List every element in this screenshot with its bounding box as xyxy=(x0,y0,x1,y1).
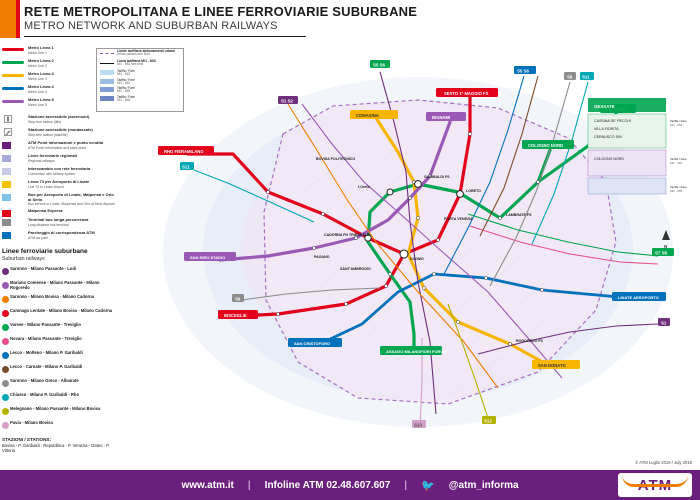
inset-villa-fiorita[interactable]: VILLA FIORITA xyxy=(594,127,619,131)
coach-terminal-label: Terminal bus lunga percorrenza xyxy=(28,217,89,222)
legend-bus-73 xyxy=(0,178,120,191)
hub-centrale[interactable]: GARIBALDI FS xyxy=(424,175,450,179)
s2-dot xyxy=(2,282,9,289)
airport-bus-icon xyxy=(2,194,11,201)
s8-dot xyxy=(2,366,9,373)
hub-bovisa[interactable]: BOVISA POLITECNICO xyxy=(316,157,356,161)
bus-73-sublabel: Line 73 to Linate Airport xyxy=(28,184,64,189)
legend-regional-railways xyxy=(0,152,120,165)
regional-rail-label: Linee ferroviarie regionali xyxy=(28,153,77,158)
fare-limit-sublabel: Mi1 - Mi3 fare limit xyxy=(117,61,144,66)
inset-cologno-nord[interactable]: COLOGNO NORD xyxy=(594,157,624,161)
list-item xyxy=(0,321,120,335)
list-item xyxy=(0,335,120,349)
legend-step-free-stairlifts xyxy=(0,126,120,139)
m2-sublabel: Metro Line 2 xyxy=(28,63,47,68)
s5-name: Varese - Milano Passante - Treviglio xyxy=(10,322,81,327)
legend-malpensa-express xyxy=(0,207,120,216)
fare-mi4-swatch xyxy=(100,79,114,84)
bus-73-icon xyxy=(2,181,11,188)
infoline-text: Infoline ATM 02.48.607.607 xyxy=(264,479,391,491)
s4-dot xyxy=(2,310,9,317)
atm-point-icon xyxy=(2,142,11,149)
coach-terminal-icon xyxy=(2,219,11,226)
s4-name: Camnago Lentate - Milano Bovisa - Milano Cadorna xyxy=(10,308,113,313)
hub-duomo[interactable]: DUOMO xyxy=(410,257,424,261)
regional-rail-sublabel: Regional railways xyxy=(28,158,55,163)
s2-name: Mariano Comense - Milano Passante - Milano Rogoredo xyxy=(10,280,100,290)
s3-dot xyxy=(2,296,9,303)
metro-map[interactable] xyxy=(118,42,700,446)
s13-dot xyxy=(2,422,9,429)
edge-marker-s12: S12 xyxy=(484,418,492,424)
inset-fare-1-sub: Mi1 - Mi3 xyxy=(670,123,683,127)
atm-logo[interactable] xyxy=(618,473,692,497)
regional-rail-icon xyxy=(2,155,11,162)
terminal-bisceglie[interactable]: BISCEGLIE xyxy=(224,313,247,318)
m2-color-swatch xyxy=(2,61,24,64)
m3-label: Metro Linea 3 xyxy=(28,71,54,76)
s7-dot xyxy=(2,352,9,359)
terminal-san-siro[interactable]: SAN SIRO STADIO xyxy=(190,255,226,260)
copyright-notice: © ATM Luglio 2019 / July 2019 xyxy=(635,459,692,465)
s11-name: Chiasso - Milano P. Garibaldi - Rho xyxy=(10,392,80,397)
s1-name: Saronno - Milano Passante - Lodi xyxy=(10,266,77,271)
suburban-title-en: Suburban railways xyxy=(2,256,45,262)
rail-interchange-label: Interscambio con rete ferroviaria xyxy=(28,166,91,171)
atm-logo-text: ATM xyxy=(637,476,673,494)
hub-rogoredo[interactable]: ROGOREDO FS xyxy=(516,339,543,343)
fare-mi5-swatch xyxy=(100,87,114,92)
svg-text:N: N xyxy=(664,244,668,249)
m2-label: Metro Linea 2 xyxy=(28,58,54,63)
m4-sublabel: Metro Line 4 xyxy=(28,89,47,94)
park-and-ride-sublabel: ATM car park xyxy=(28,235,49,240)
fare-limit-swatch xyxy=(100,63,114,64)
inset-fare-3: Tariffa / Fare xyxy=(670,185,687,189)
s3-name: Saronno - Milano Bovisa - Milano Cadorna xyxy=(10,294,94,299)
edge-marker-s5-s6: S5 S6 xyxy=(373,62,385,68)
fare-mi3-swatch xyxy=(100,70,114,75)
m1-label: Metro Linea 1 xyxy=(28,45,54,50)
stations-title: STAZIONI / STATIONS: xyxy=(2,437,51,442)
inset-fare-1: Tariffa / Fare xyxy=(670,119,687,123)
park-and-ride-icon xyxy=(2,232,11,239)
terminal-linate[interactable]: LINATE AEROPORTO xyxy=(618,295,659,300)
page-header xyxy=(0,0,700,38)
malpensa-express-label: Malpensa Express xyxy=(28,208,63,213)
edge-marker-s9: S9 xyxy=(567,74,573,80)
lift-icon xyxy=(4,115,12,123)
inset-gessate[interactable]: GESSATE xyxy=(594,104,615,109)
terminal-bignami[interactable]: BIGNAMI xyxy=(432,115,451,120)
edge-marker-s11-west: S11 xyxy=(182,164,190,170)
urban-limit-label: Limite tariffario abbonamenti urbani xyxy=(117,49,176,53)
s7-name: Lecco - Molteno - Milano P. Garibaldi xyxy=(10,350,83,355)
s13-name: Pavia - Milano Bovisa xyxy=(10,420,53,425)
terminal-cologno-nord[interactable]: COLOGNO NORD xyxy=(528,143,564,148)
s9-name: Saronno - Milano Greco - Albairate xyxy=(10,378,79,383)
edge-marker-s11: S11 xyxy=(582,74,590,80)
fare-mi5-label: Tariffa / Fare xyxy=(117,86,135,90)
urban-limit-sublabel: Urban passes fare limit xyxy=(117,52,150,57)
list-item xyxy=(0,377,120,391)
fare-mi6-sublabel: Mi1 - Mi6 xyxy=(117,97,131,102)
footer-divider-2: | xyxy=(404,479,408,491)
fare-mi5-sublabel: Mi1 - Mi5 xyxy=(117,89,131,94)
hub-cadorna[interactable]: CADORNA FN TRIENNALE xyxy=(324,233,370,237)
twitter-handle[interactable]: @atm_informa xyxy=(448,479,519,491)
fare-mi3-sublabel: Mi1 - Mi3 xyxy=(117,72,131,77)
inset-fare-3-sub: Mi1 - Mi5 xyxy=(670,189,683,193)
airport-bus-label: Bus per Aeroporto di Linate, Malpensa e Orio al Serio xyxy=(28,192,114,202)
s6-name: Novara - Milano Passante - Treviglio xyxy=(10,336,82,341)
list-item xyxy=(0,363,120,377)
m4-label: Metro Linea 4 xyxy=(28,84,54,89)
legend-rail-interchange xyxy=(0,165,120,178)
legend-step-free-lifts xyxy=(0,113,120,126)
terminal-sesto[interactable]: SESTO 1° MAGGIO FS xyxy=(444,91,489,96)
s12-dot xyxy=(2,408,9,415)
stations-text: Bovisa - P. Garibaldi - Repubblica - P. Venezia - Dateo - P. Vittoria xyxy=(2,443,110,453)
hub-pagano[interactable]: PAGANO xyxy=(314,255,330,259)
s9-dot xyxy=(2,380,9,387)
footer-divider-1: | xyxy=(247,479,251,491)
terminal-rho[interactable]: RHO FIERAMILANO xyxy=(164,149,204,154)
rail-interchange-sublabel: Connection with railway system xyxy=(28,171,76,176)
inset-cernusco[interactable]: CERNUSCO S/N xyxy=(594,135,622,139)
s12-name: Melegnano - Milano Passante - Milano Bovisa xyxy=(10,406,101,411)
edge-marker-s1-south: S1 xyxy=(661,320,667,326)
step-free-stairlifts-label: Stazione accessibile (montascale) xyxy=(28,127,93,132)
hub-lambrate[interactable]: LAMBRATE FS xyxy=(506,213,532,217)
step-free-lifts-label: Stazione accessibile (ascensori) xyxy=(28,114,90,119)
legend-atm-point xyxy=(0,139,120,152)
edge-marker-s13: S13 xyxy=(414,422,422,428)
list-item xyxy=(0,307,120,321)
s8-name: Lecco - Carnate - Milano P. Garibaldi xyxy=(10,364,83,369)
terminal-san-donato[interactable]: SAN DONATO xyxy=(538,363,566,368)
hub-loreto[interactable]: LORETO xyxy=(466,189,481,193)
hub-santambrogio[interactable]: SANT'AMBROGIO xyxy=(340,267,371,271)
legend-park-and-ride xyxy=(0,229,120,242)
website-link[interactable]: www.atm.it xyxy=(181,479,234,491)
fare-mi6-swatch xyxy=(100,96,114,101)
step-free-lifts-sublabel: Step-free station (lifts) xyxy=(28,119,62,124)
fare-mi4-label: Tariffa / Fare xyxy=(117,77,135,82)
header-divider xyxy=(24,36,306,37)
terminal-assago[interactable]: ASSAGO MILANOFIORI FORUM xyxy=(386,349,447,354)
m5-sublabel: Metro Line 5 xyxy=(28,102,47,107)
edge-marker-s7-s8: S5 S6 xyxy=(517,68,529,74)
atm-point-label: ATM Point informazioni e punto vendita xyxy=(28,140,104,145)
list-item xyxy=(0,419,120,433)
page-footer xyxy=(0,470,700,500)
inset-cassina[interactable]: CASSINA DE' PECCHI xyxy=(594,119,631,123)
fare-mi3-label: Tariffa / Fare xyxy=(117,69,135,73)
list-item xyxy=(0,265,120,279)
s11-dot xyxy=(2,394,9,401)
terminal-san-cristoforo[interactable]: SAN CRISTOFORO xyxy=(294,341,331,346)
m3-sublabel: Metro Line 3 xyxy=(28,76,47,81)
airport-bus-sublabel: Bus service to Linate, Malpensa and Orio al Serio Airports xyxy=(28,202,115,206)
list-item xyxy=(0,279,120,293)
m1-color-swatch xyxy=(2,48,24,51)
fare-mi4-sublabel: Mi1 - Mi4 xyxy=(117,80,131,85)
step-free-stairlifts-sublabel: Step-free station (stairlifts) xyxy=(28,132,68,137)
s6-dot xyxy=(2,338,9,345)
fare-mi6-label: Tariffa / Fare xyxy=(117,94,135,99)
list-item xyxy=(0,293,120,307)
legend-coach-terminal xyxy=(0,216,120,229)
inset-fare-2: Tariffa / Fare xyxy=(670,157,687,161)
fare-limit-label: Linea tariffaria Mi1 - Mi3 xyxy=(117,58,156,63)
m1-sublabel: Metro Line 1 xyxy=(28,50,47,55)
list-item xyxy=(0,391,120,405)
m4-color-swatch xyxy=(2,87,24,90)
atm-logo-swoosh xyxy=(622,475,688,487)
map-canvas[interactable] xyxy=(118,42,700,446)
suburban-title-it: Linee ferroviarie suburbane xyxy=(2,248,88,255)
atm-point-sublabel: ATM Point: information and sales point xyxy=(28,145,86,150)
coach-terminal-sublabel: Long distance bus terminal xyxy=(28,222,69,227)
m5-label: Metro Linea 5 xyxy=(28,97,54,102)
urban-limit-swatch xyxy=(100,53,114,54)
twitter-icon: 🐦 xyxy=(421,479,435,492)
header-orange-bar xyxy=(0,0,16,38)
park-and-ride-label: Parcheggio di corrispondenza ATM xyxy=(28,230,95,235)
edge-marker-s9-west: S9 xyxy=(235,296,241,302)
stairlift-icon xyxy=(4,128,12,136)
s1-dot xyxy=(2,268,9,275)
edge-marker-s1-s2: S1 S2 xyxy=(281,98,293,104)
interchange-icon xyxy=(2,168,11,175)
header-red-bar xyxy=(16,0,20,38)
hub-garibaldi[interactable]: LOreto xyxy=(358,185,370,189)
edge-marker-s5-s6-east: S7 S8 xyxy=(655,250,667,256)
list-item xyxy=(0,405,120,419)
list-item xyxy=(0,349,120,363)
page-title: RETE METROPOLITANA E LINEE FERROVIARIE SUBURBANE xyxy=(24,4,418,19)
page-subtitle: METRO NETWORK AND SUBURBAN RAILWAYS xyxy=(24,20,278,32)
legend-airport-bus xyxy=(0,191,120,207)
s5-dot xyxy=(2,324,9,331)
hub-porta-venezia[interactable]: PORTA VENEZIA xyxy=(444,217,473,221)
bus-73-label: Linea 73 per Aeroporto di Linate xyxy=(28,179,90,184)
inset-fare-2-sub: Mi1 - Mi4 xyxy=(670,161,683,165)
m5-color-swatch xyxy=(2,100,24,103)
terminal-comasina[interactable]: COMASINA xyxy=(356,113,379,118)
m3-color-swatch xyxy=(2,74,24,77)
